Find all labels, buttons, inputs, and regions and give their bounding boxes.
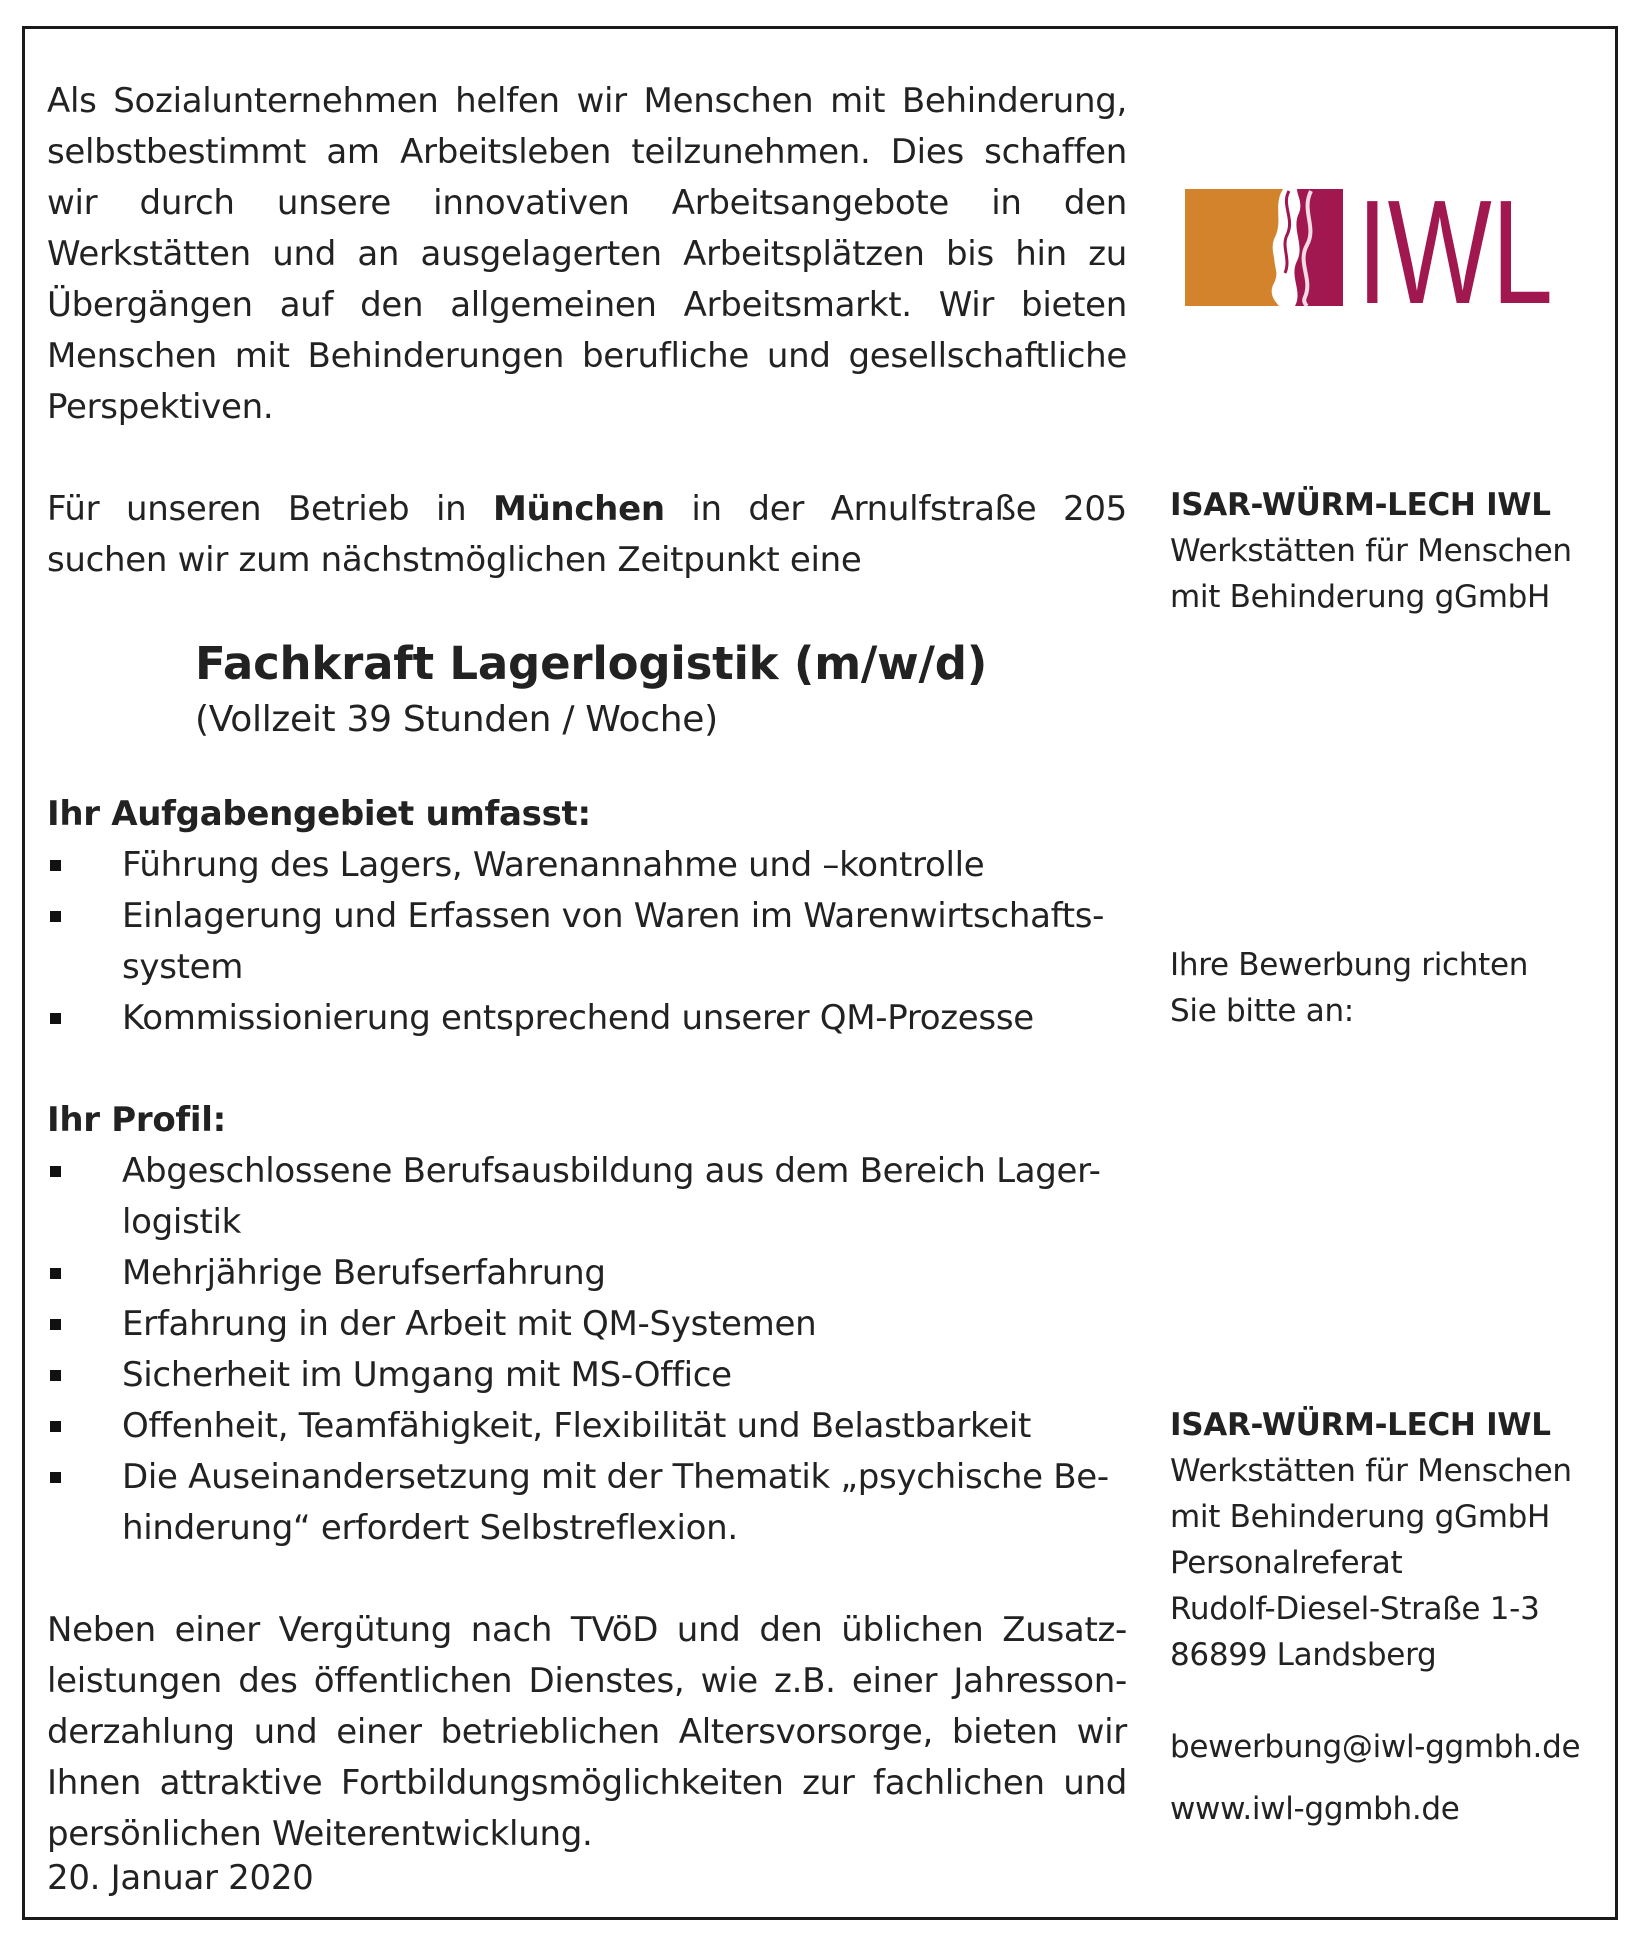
org-line1: Werkstätten für Menschen bbox=[1170, 533, 1572, 569]
list-item: Führung des Lagers, Warenannahme und –kontrolle bbox=[47, 840, 1127, 891]
list-item: Mehrjährige Berufserfahrung bbox=[47, 1248, 1127, 1299]
search-suffix: in der Arnulfstraße 205 suchen wir zum nächstmöglichen Zeitpunkt eine bbox=[47, 489, 1128, 580]
logo-berry-shape bbox=[1294, 189, 1343, 306]
list-item: Kommissionierung entsprechend unserer QM-Prozesse bbox=[47, 993, 1127, 1044]
list-item: Offenheit, Teamfähigkeit, Flexibilität und Belastbarkeit bbox=[47, 1401, 1127, 1452]
bullet-icon bbox=[50, 1319, 61, 1330]
search-city: München bbox=[492, 489, 665, 529]
intro-paragraph: Als Sozialunternehmen helfen wir Menschen mit Behinderung, selbstbestimmt am Arbeitsleben teilzunehmen. Dies schaffen wir durch unsere innovativen Arbeitsangebote in den Werkstätten und an ausgelagerten Arbeitsplätzen bis hin zu Übergängen auf den allgemeinen Arbeitsmarkt. Wir bieten Menschen mit Behinderungen berufliche und gesellschaftliche Perspektiven. bbox=[47, 81, 1127, 427]
email-link[interactable]: bewerbung@iwl-ggmbh.de bbox=[1170, 1729, 1581, 1765]
bullet-icon bbox=[50, 1421, 61, 1432]
list-item: Erfahrung in der Arbeit mit QM-Systemen bbox=[47, 1299, 1127, 1350]
contact-line1: Werkstätten für Menschen bbox=[1170, 1453, 1572, 1489]
contact-department: Personalreferat bbox=[1170, 1545, 1403, 1581]
logo-orange-shape bbox=[1185, 189, 1283, 306]
contact-street: Rudolf-Diesel-Straße 1-3 bbox=[1170, 1591, 1540, 1627]
list-item: Einlagerung und Erfassen von Waren im Warenwirtschafts-system bbox=[47, 891, 1127, 993]
website-link[interactable]: www.iwl-ggmbh.de bbox=[1170, 1791, 1460, 1827]
search-paragraph bbox=[47, 484, 1127, 586]
bullet-icon bbox=[50, 1472, 61, 1483]
main-column bbox=[47, 76, 1127, 1860]
benefits-paragraph: Neben einer Vergütung nach TVöD und den üblichen Zusatz-leistungen des öffentlichen Dienstes, wie z.B. einer Jahresson-derzahlung und einer betrieblichen Altersvorsorge, bieten wir Ihnen attraktive Fortbildungsmöglichkeiten zur fachlichen und persönlichen Weiterentwicklung. bbox=[47, 1610, 1127, 1854]
logo-text: IWL bbox=[1357, 170, 1553, 335]
apply-instruction bbox=[1170, 942, 1610, 1034]
list-item: Die Auseinandersetzung mit der Thematik „psychische Be-hinderung“ erfordert Selbstreflexion. bbox=[47, 1452, 1127, 1554]
contact-name: ISAR-WÜRM-LECH IWL bbox=[1170, 1407, 1551, 1443]
profile-list bbox=[47, 1146, 1127, 1554]
bullet-icon bbox=[50, 1013, 61, 1024]
profile-heading: Ihr Profil: bbox=[47, 1100, 226, 1140]
bullet-icon bbox=[50, 1370, 61, 1381]
bullet-icon bbox=[50, 911, 61, 922]
org-name: ISAR-WÜRM-LECH IWL bbox=[1170, 487, 1551, 523]
tasks-list bbox=[47, 840, 1127, 1044]
search-prefix: Für unseren Betrieb in bbox=[47, 489, 493, 529]
job-subtitle: (Vollzeit 39 Stunden / Woche) bbox=[195, 699, 718, 740]
bullet-icon bbox=[50, 1166, 61, 1177]
apply-line1: Ihre Bewerbung richten bbox=[1170, 947, 1529, 983]
publication-date: 20. Januar 2020 bbox=[47, 1858, 314, 1898]
organization-block bbox=[1170, 482, 1610, 620]
org-line2: mit Behinderung gGmbH bbox=[1170, 579, 1550, 615]
contact-city: 86899 Landsberg bbox=[1170, 1637, 1437, 1673]
tasks-heading: Ihr Aufgabengebiet umfasst: bbox=[47, 794, 591, 834]
contact-address-block bbox=[1170, 1402, 1610, 1832]
apply-line2: Sie bitte an: bbox=[1170, 993, 1354, 1029]
list-item: Abgeschlossene Berufsausbildung aus dem Bereich Lager-logistik bbox=[47, 1146, 1127, 1248]
iwl-logo bbox=[1185, 170, 1555, 335]
contact-line2: mit Behinderung gGmbH bbox=[1170, 1499, 1550, 1535]
job-title: Fachkraft Lagerlogistik (m/w/d) bbox=[195, 637, 988, 690]
bullet-icon bbox=[50, 860, 61, 871]
list-item: Sicherheit im Umgang mit MS-Office bbox=[47, 1350, 1127, 1401]
bullet-icon bbox=[50, 1268, 61, 1279]
